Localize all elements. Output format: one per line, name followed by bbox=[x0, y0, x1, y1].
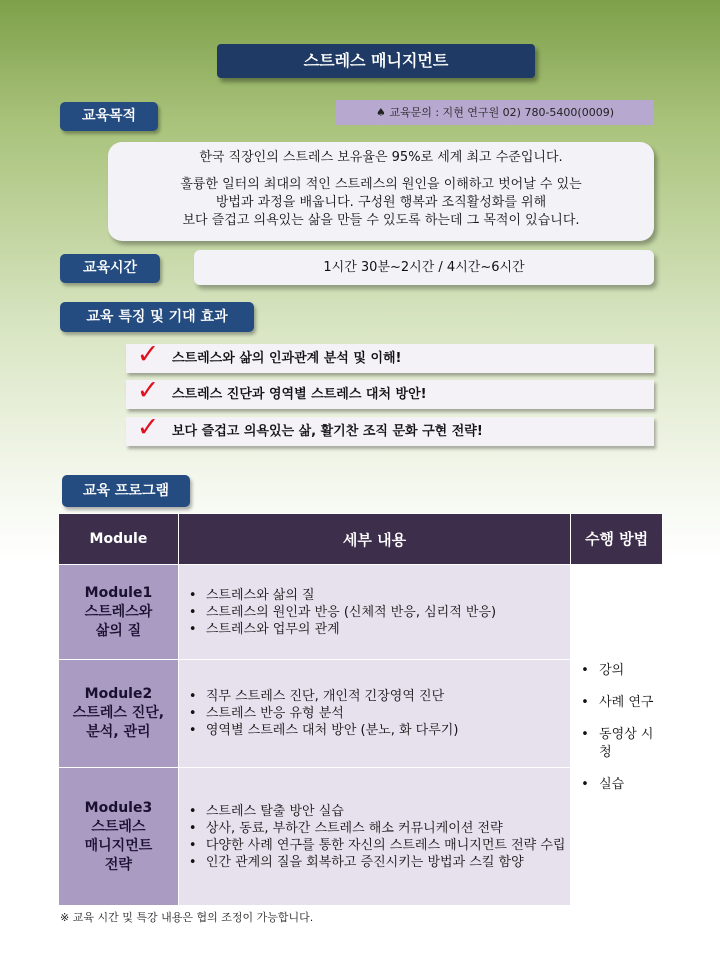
purpose-line-2: 훌륭한 일터의 최대의 적인 스트레스의 원인을 이해하고 벗어날 수 있는 bbox=[180, 177, 582, 192]
detail-item: • 스트레스와 삶의 질 bbox=[187, 587, 570, 604]
module-title-line: 분석, 관리 bbox=[86, 724, 151, 740]
module-name: Module3 bbox=[84, 799, 153, 816]
module-title-line: 전략 bbox=[104, 856, 132, 873]
detail-item: • 직무 스트레스 진단, 개인적 긴장영역 진단 bbox=[187, 688, 570, 705]
module-title-line: 매니지먼트 bbox=[84, 837, 153, 854]
feature-item-1 bbox=[126, 344, 654, 373]
purpose-line-3: 방법과 과정을 배웁니다. 구성원 행복과 조직활성화를 위해 bbox=[215, 195, 547, 210]
method-item: • 실습 bbox=[581, 776, 662, 794]
check-icon: ✓ bbox=[136, 375, 160, 406]
method-item: • 강의 bbox=[581, 662, 662, 680]
method-item: • 동영상 시청 bbox=[581, 726, 662, 762]
detail-item: • 인간 관계의 질을 회복하고 증진시키는 방법과 스킬 함양 bbox=[187, 854, 570, 871]
section-label-purpose: 교육목적 bbox=[60, 102, 158, 131]
contact-info bbox=[336, 100, 654, 125]
feature-text: 스트레스와 삶의 인과관계 분석 및 이해! bbox=[172, 351, 402, 366]
module-name: Module1 bbox=[84, 584, 153, 601]
section-label-time: 교육시간 bbox=[60, 254, 160, 283]
program-table bbox=[58, 513, 663, 906]
footnote: ※ 교육 시간 및 특강 내용은 협의 조정이 가능합니다. bbox=[60, 911, 314, 924]
header-details: 세부 내용 bbox=[178, 514, 570, 565]
header-module: Module bbox=[59, 514, 179, 565]
section-label-features: 교육 특징 및 기대 효과 bbox=[60, 302, 254, 332]
feature-item-2 bbox=[126, 380, 654, 409]
table-header-row bbox=[59, 514, 663, 565]
module-cell bbox=[59, 565, 179, 660]
purpose-line-1: 한국 직장인의 스트레스 보유율은 95%로 세계 최고 수준입니다. bbox=[199, 150, 563, 165]
purpose-box bbox=[108, 142, 654, 241]
feature-text: 스트레스 진단과 영역별 스트레스 대처 방안! bbox=[172, 387, 427, 402]
module-title-line: 스트레스와 bbox=[84, 603, 153, 620]
details-cell bbox=[178, 768, 570, 906]
detail-item: • 스트레스의 원인과 반응 (신체적 반응, 심리적 반응) bbox=[187, 604, 570, 621]
details-cell bbox=[178, 660, 570, 768]
detail-item: • 영역별 스트레스 대처 방안 (분노, 화 다루기) bbox=[187, 722, 570, 739]
module-title-line: 삶의 질 bbox=[95, 622, 142, 639]
time-box: 1시간 30분~2시간 / 4시간~6시간 bbox=[194, 250, 654, 285]
spade-icon: ♠ bbox=[375, 106, 386, 119]
details-cell bbox=[178, 565, 570, 660]
module-cell bbox=[59, 768, 179, 906]
table-row bbox=[59, 565, 663, 660]
module-title-line: 스트레스 bbox=[91, 818, 146, 835]
contact-text: 교육문의 : 지현 연구원 02) 780-5400(0009) bbox=[389, 106, 615, 119]
purpose-line-4: 보다 즐겁고 의욕있는 삶을 만들 수 있도록 하는데 그 목적이 있습니다. bbox=[182, 213, 580, 228]
method-cell bbox=[571, 565, 663, 906]
detail-item: • 다양한 사례 연구를 통한 자신의 스트레스 매니지먼트 전략 수립 bbox=[187, 837, 570, 854]
feature-item-3 bbox=[126, 417, 654, 446]
module-title-line: 스트레스 진단, bbox=[72, 705, 165, 721]
detail-item: • 스트레스 탈출 방안 실습 bbox=[187, 803, 570, 820]
header-method: 수행 방법 bbox=[571, 514, 663, 565]
detail-item: • 스트레스 반응 유형 분석 bbox=[187, 705, 570, 722]
page-title: 스트레스 매니지먼트 bbox=[217, 44, 535, 78]
method-item: • 사례 연구 bbox=[581, 694, 662, 712]
module-cell bbox=[59, 660, 179, 768]
module-name: Module2 bbox=[84, 686, 153, 702]
detail-item: • 상사, 동료, 부하간 스트레스 해소 커뮤니케이션 전략 bbox=[187, 820, 570, 837]
feature-text: 보다 즐겁고 의욕있는 삶, 활기찬 조직 문화 구현 전략! bbox=[172, 424, 483, 439]
detail-item: • 스트레스와 업무의 관계 bbox=[187, 621, 570, 638]
check-icon: ✓ bbox=[136, 339, 160, 370]
section-label-program: 교육 프로그램 bbox=[62, 475, 190, 507]
check-icon: ✓ bbox=[136, 412, 160, 443]
